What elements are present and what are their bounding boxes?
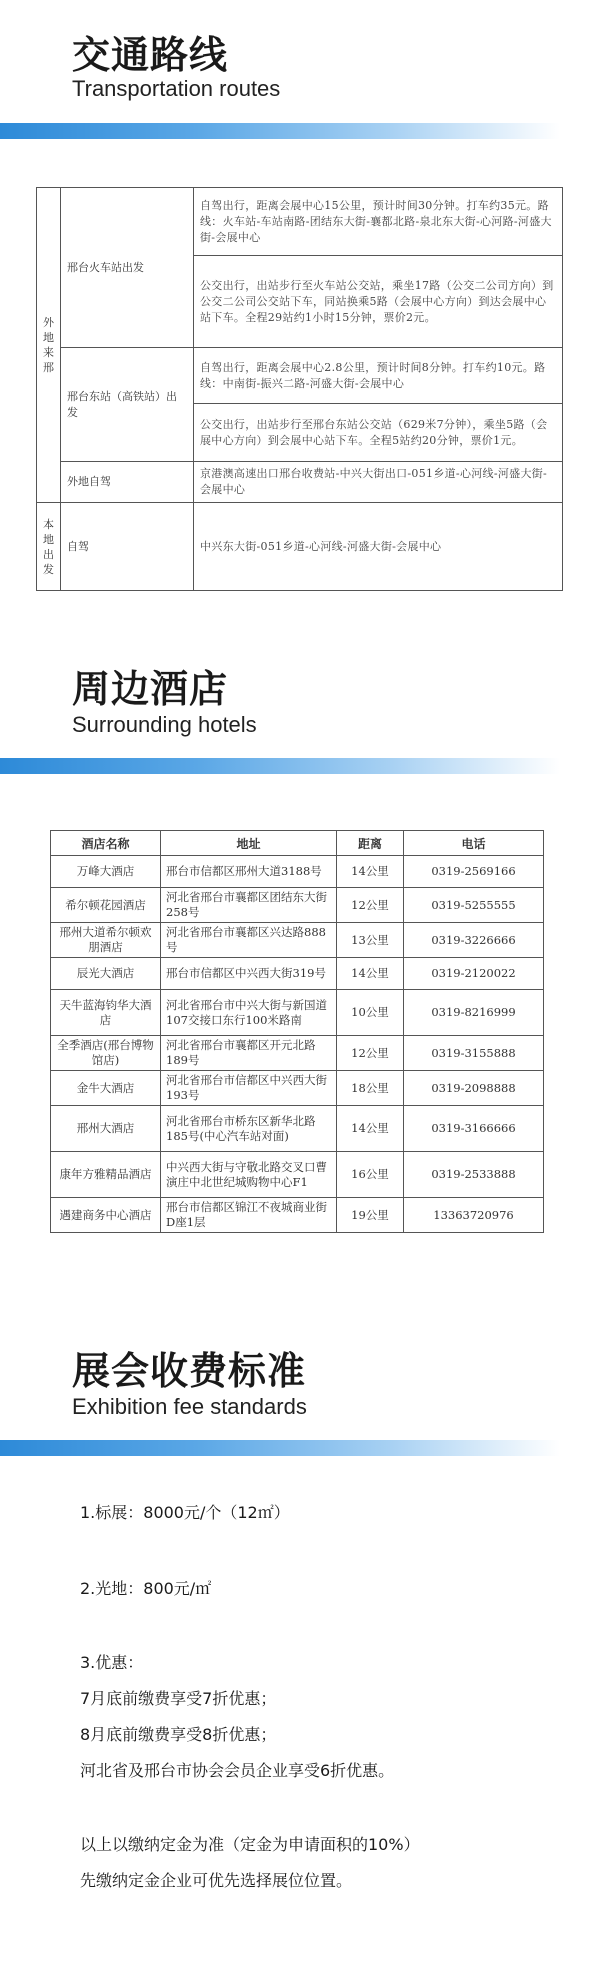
hotel-phone: 0319-5255555 [404, 888, 544, 923]
region-cell: 本 地 出 发 [37, 503, 61, 591]
hotel-name: 遇建商务中心酒店 [51, 1198, 161, 1233]
region-cell: 外 地 来 邢 [37, 188, 61, 503]
table-row [37, 503, 563, 591]
fee-line: 3.优惠： [80, 1653, 144, 1672]
fee-line: 1.标展：8000元/个（12㎡） [80, 1503, 290, 1522]
table-row [51, 1036, 544, 1071]
hotel-phone: 0319-8216999 [404, 990, 544, 1036]
route-detail: 自驾出行，距离会展中心15公里，预计时间30分钟。打车约35元。路线：火车站-车站南路-团结东大街-襄都北路-泉北东大街-心河路-河盛大街-会展中心 [194, 188, 563, 256]
origin-cell: 邢台火车站出发 [61, 188, 194, 348]
fee-line: 以上以缴纳定金为准（定金为申请面积的10%） [80, 1835, 420, 1854]
hotel-name: 天牛蓝海钧华大酒店 [51, 990, 161, 1036]
hotel-distance: 19公里 [337, 1198, 404, 1233]
hotel-address: 河北省邢台市襄都区开元北路189号 [161, 1036, 337, 1071]
fees-title: 展会收费标准 [72, 1349, 307, 1393]
hotel-phone: 0319-3166666 [404, 1106, 544, 1152]
fee-line: 7月底前缴费享受7折优惠； [80, 1689, 277, 1708]
hotel-address: 河北省邢台市桥东区新华北路185号(中心汽车站对面) [161, 1106, 337, 1152]
origin-cell: 邢台东站（高铁站）出发 [61, 348, 194, 462]
hotel-distance: 14公里 [337, 1106, 404, 1152]
hotel-phone: 0319-3155888 [404, 1036, 544, 1071]
hotel-phone: 0319-2569166 [404, 856, 544, 888]
hotels-title: 周边酒店 [72, 667, 229, 711]
column-header: 电话 [404, 831, 544, 856]
transport-accent-bar [0, 123, 560, 139]
table-row [37, 348, 563, 404]
hotel-address: 河北省邢台市襄都区兴达路888号 [161, 923, 337, 958]
hotels-subtitle: Surrounding hotels [72, 712, 257, 737]
table-row [51, 1198, 544, 1233]
hotel-distance: 16公里 [337, 1152, 404, 1198]
hotel-distance: 14公里 [337, 958, 404, 990]
column-header: 酒店名称 [51, 831, 161, 856]
table-row [51, 856, 544, 888]
route-detail: 京港澳高速出口邢台收费站-中兴大街出口-051乡道-心河线-河盛大街-会展中心 [194, 462, 563, 503]
column-header: 地址 [161, 831, 337, 856]
fee-line: 河北省及邢台市协会会员企业享受6折优惠。 [80, 1761, 395, 1780]
transport-subtitle: Transportation routes [72, 76, 281, 101]
fees-accent-bar [0, 1440, 560, 1456]
hotel-name: 辰光大酒店 [51, 958, 161, 990]
hotel-distance: 14公里 [337, 856, 404, 888]
hotel-phone: 13363720976 [404, 1198, 544, 1233]
origin-cell: 自驾 [61, 503, 194, 591]
table-header-row [51, 831, 544, 856]
hotel-distance: 13公里 [337, 923, 404, 958]
hotel-name: 全季酒店(邢台博物馆店) [51, 1036, 161, 1071]
column-header: 距离 [337, 831, 404, 856]
hotel-address: 邢台市信都区锦江不夜城商业街D座1层 [161, 1198, 337, 1233]
route-detail: 中兴东大街-051乡道-心河线-河盛大街-会展中心 [194, 503, 563, 591]
table-row [51, 1106, 544, 1152]
fees-subtitle: Exhibition fee standards [72, 1394, 307, 1419]
hotel-address: 中兴西大街与守敬北路交叉口曹演庄中北世纪城购物中心F1 [161, 1152, 337, 1198]
table-row [51, 958, 544, 990]
route-detail: 公交出行，出站步行至火车站公交站，乘坐17路（公交二公司方向）到公交二公司公交站下车，同站换乘5路（会展中心方向）到达会展中心站下车。全程29站约1小时15分钟，票价2元。 [194, 256, 563, 348]
hotel-address: 河北省邢台市中兴大街与新国道107交接口东行100米路南 [161, 990, 337, 1036]
hotel-address: 邢台市信都区中兴西大街319号 [161, 958, 337, 990]
route-detail: 自驾出行，距离会展中心2.8公里，预计时间8分钟。打车约10元。路线：中南街-振兴二路-河盛大街-会展中心 [194, 348, 563, 404]
hotels-accent-bar [0, 758, 560, 774]
table-row [51, 888, 544, 923]
table-row [51, 990, 544, 1036]
route-detail: 公交出行，出站步行至邢台东站公交站（629米7分钟），乘坐5路（会展中心方向）到会展中心站下车。全程5站约20分钟，票价1元。 [194, 404, 563, 462]
fee-line: 2.光地：800元/㎡ [80, 1579, 212, 1598]
hotel-address: 河北省邢台市襄都区团结东大街258号 [161, 888, 337, 923]
table-row [37, 462, 563, 503]
hotel-distance: 12公里 [337, 888, 404, 923]
fee-line: 8月底前缴费享受8折优惠； [80, 1725, 277, 1744]
fee-line: 先缴纳定金企业可优先选择展位位置。 [80, 1871, 353, 1890]
hotel-name: 邢州大酒店 [51, 1106, 161, 1152]
table-row [51, 1152, 544, 1198]
hotel-distance: 12公里 [337, 1036, 404, 1071]
transport-table [36, 187, 563, 591]
hotel-phone: 0319-2533888 [404, 1152, 544, 1198]
hotel-phone: 0319-3226666 [404, 923, 544, 958]
hotel-name: 邢州大道希尔顿欢朋酒店 [51, 923, 161, 958]
hotel-name: 康年方雅精品酒店 [51, 1152, 161, 1198]
table-row [51, 1071, 544, 1106]
hotel-name: 万峰大酒店 [51, 856, 161, 888]
transport-title: 交通路线 [72, 33, 229, 77]
hotels-table [50, 830, 544, 1233]
hotel-name: 希尔顿花园酒店 [51, 888, 161, 923]
hotel-distance: 10公里 [337, 990, 404, 1036]
hotel-phone: 0319-2098888 [404, 1071, 544, 1106]
hotel-phone: 0319-2120022 [404, 958, 544, 990]
hotel-address: 河北省邢台市信都区中兴西大街193号 [161, 1071, 337, 1106]
table-row [51, 923, 544, 958]
origin-cell: 外地自驾 [61, 462, 194, 503]
hotel-distance: 18公里 [337, 1071, 404, 1106]
hotel-name: 金牛大酒店 [51, 1071, 161, 1106]
table-row [37, 188, 563, 256]
hotel-address: 邢台市信都区邢州大道3188号 [161, 856, 337, 888]
